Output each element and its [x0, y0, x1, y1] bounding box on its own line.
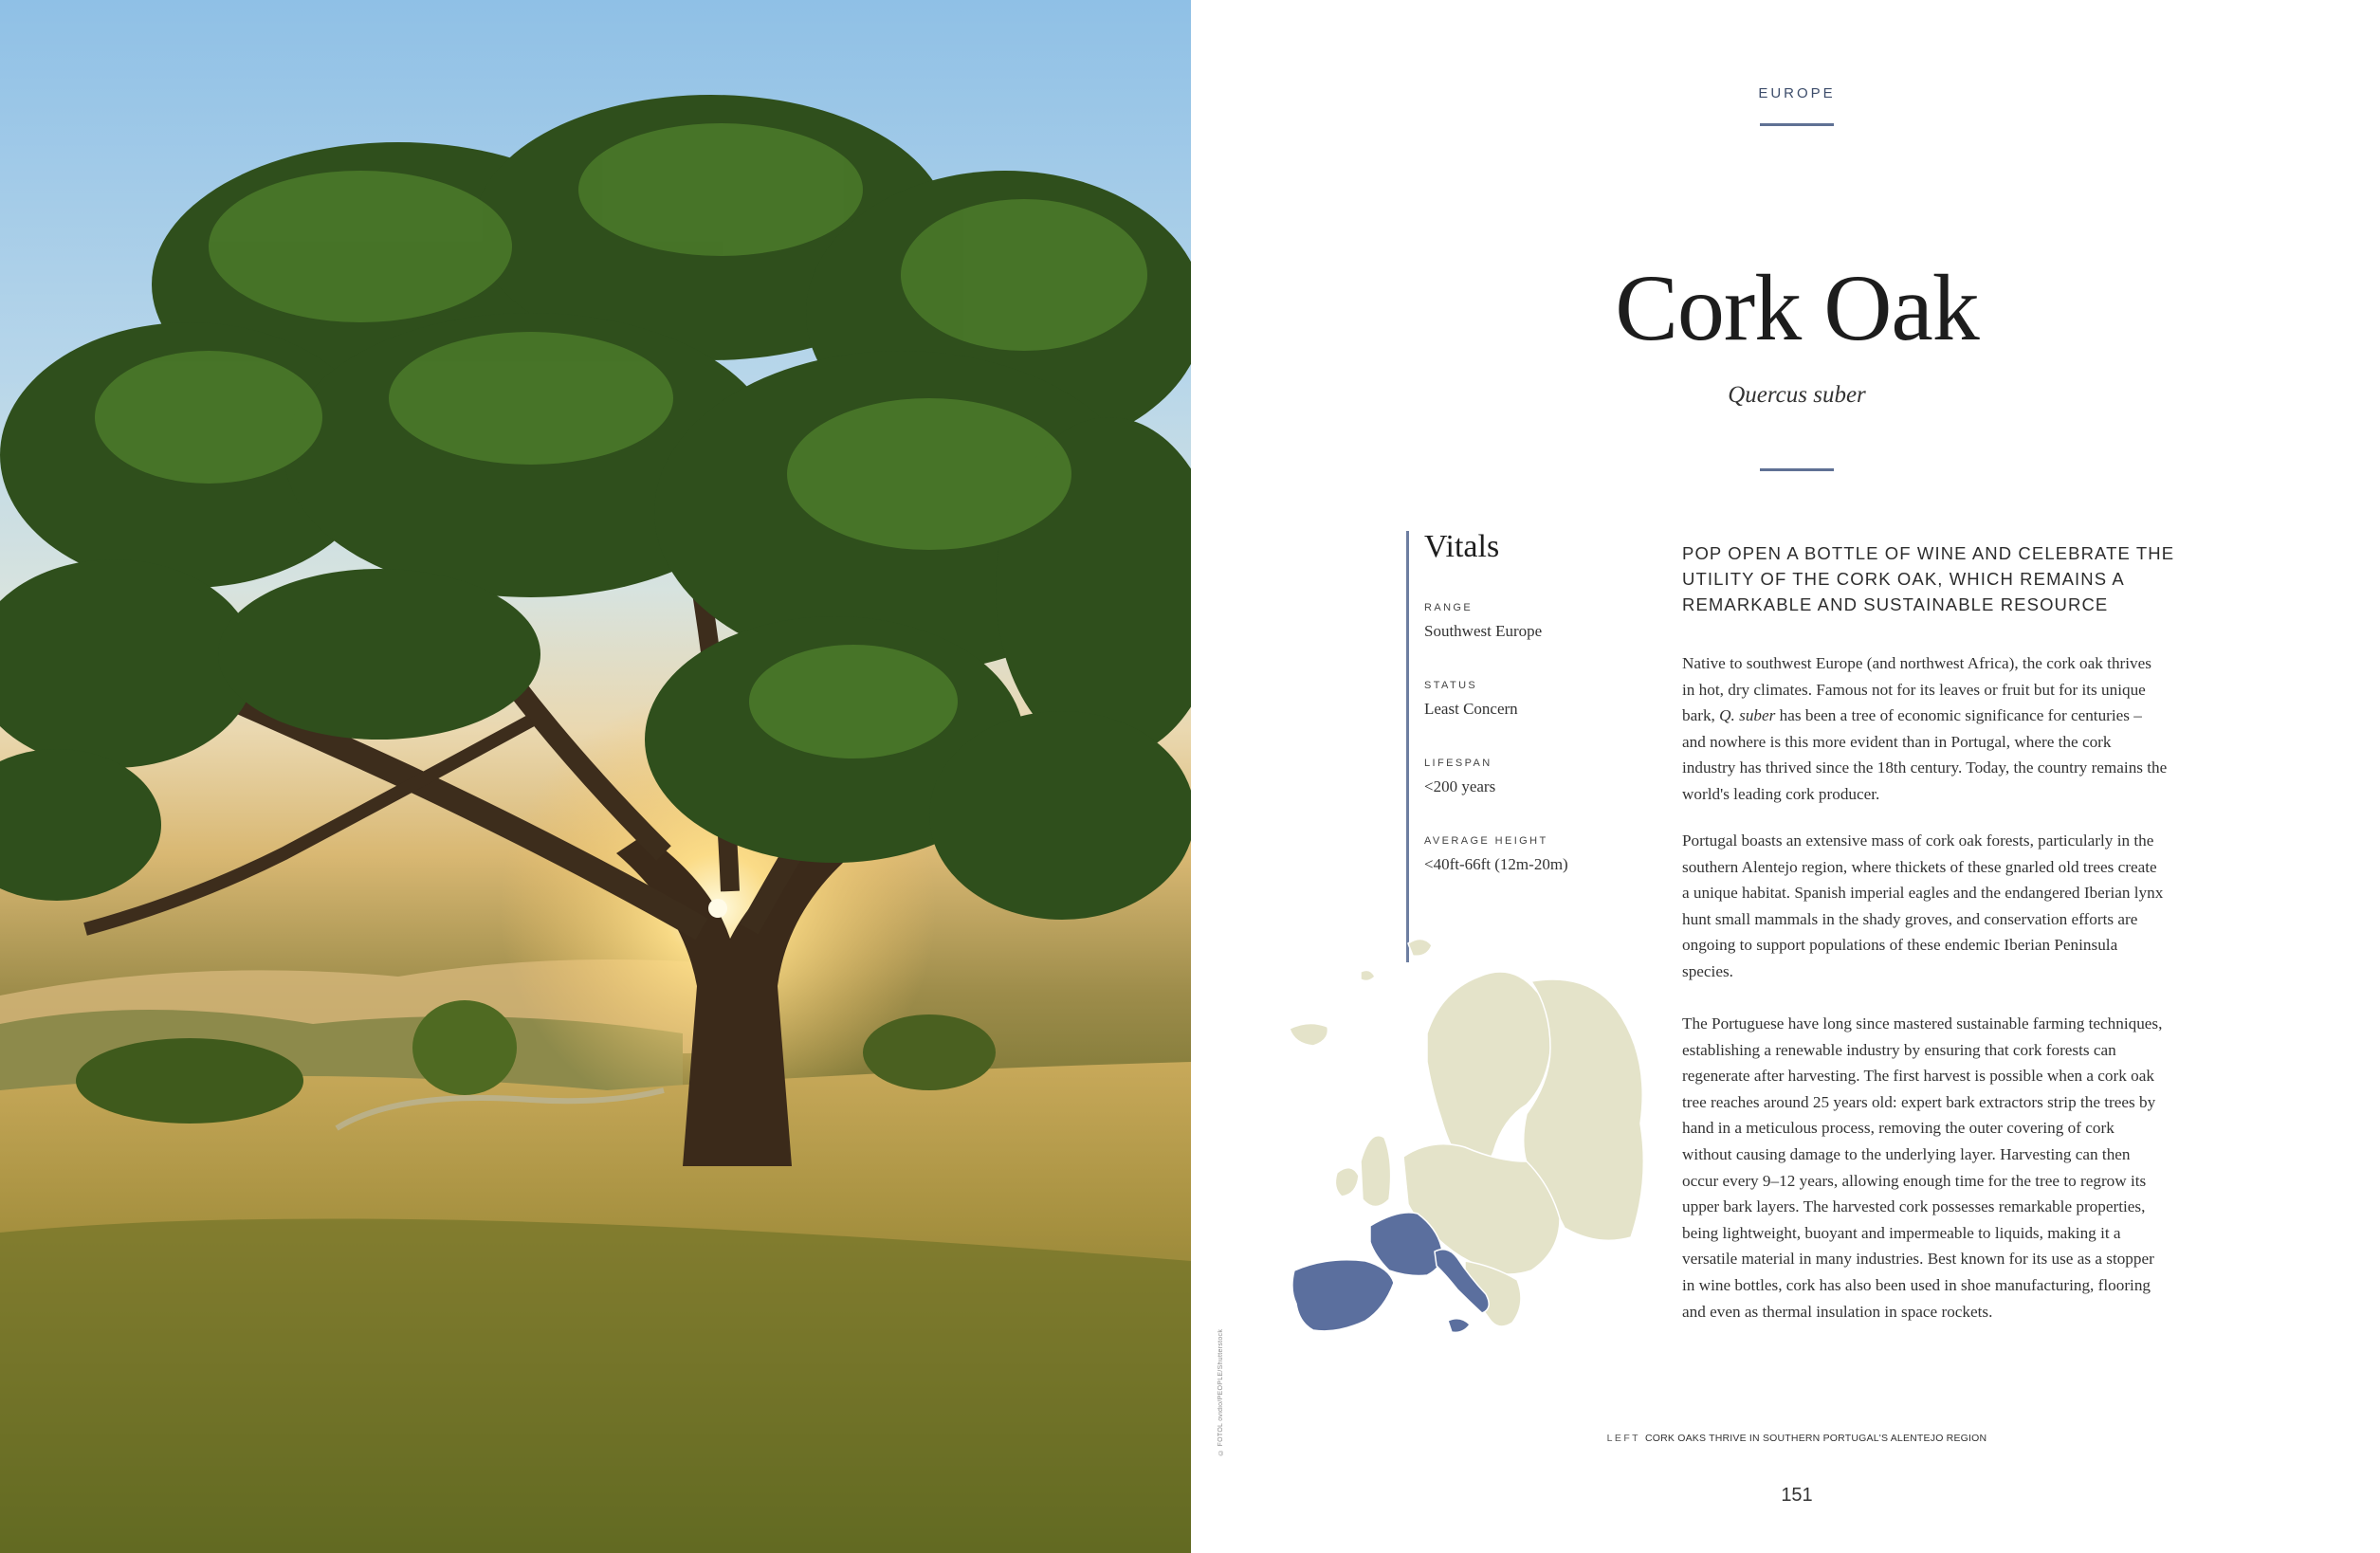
vitals-label-status: STATUS [1424, 680, 1478, 691]
p1-species-italic: Q. suber [1719, 706, 1776, 725]
vitals-label-height: AVERAGE HEIGHT [1424, 835, 1548, 847]
p3-text: The Portuguese have long since mastered sustainable farming techniques, establishing a renewable industry by ensuring that cork forests can regenerate after harvesting. The first harvest is possible when a cork oak tree reaches around 25 years old: expert bark extractors strip the trees by hand in a meticulous process, removing the outer covering of cork without causing damage to the underlying layer. Harvesting can then occur every 9–12 years, allowing enough time for the tree to regrow its upper bark layers. The harvested cork possesses remarkable properties, being lightweight, buoyant and impermeable to liquids, making it a versatile material in many industries. Best known for its use as a stopper in wine bottles, cork has also been used in shoe manufacturing, flooring and even as thermal insulation in space rockets. [1682, 1014, 2163, 1321]
body-paragraph-3 [1682, 1011, 2168, 1325]
p1-text-start: Native to southwest Europe (and northwest Africa), the cork oak thrives in hot, dry climates. Famous not for its leaves or fruit but for its unique bark, [1682, 654, 2151, 725]
p1-text-end: has been a tree of economic significance for centuries – and nowhere is this more evident than in Portugal, where the cork industry has thrived since the 18th century. Today, the country remains the world's leading cork producer. [1682, 706, 2168, 803]
caption-label: LEFT [1606, 1433, 1640, 1444]
page-title: Cork Oak [1615, 255, 1979, 360]
vitals-value-height: <40ft-66ft (12m-20m) [1424, 855, 1568, 873]
p2-text: Portugal boasts an extensive mass of cork oak forests, particularly in the southern Alentejo region, where thickets of these gnarled old trees create a unique habitat. Spanish imperial eagles and the endangered Iberian lynx hunt small mammals in the shady groves, and conservation efforts are ongoing to support populations of these endemic Iberian Peninsula species. [1682, 831, 2164, 980]
vitals-value-status: Least Concern [1424, 700, 1518, 718]
vitals-label-range: RANGE [1424, 602, 1474, 613]
europe-range-map [1275, 924, 1655, 1342]
photo-caption [1555, 1433, 2039, 1444]
body-paragraph-1 [1682, 650, 2168, 808]
photo-credit: © FOTOL ovidio/PEOPLE/Shutterstock [1217, 1328, 1224, 1455]
title-rule [1760, 468, 1834, 471]
vitals-bar [1406, 531, 1409, 962]
caption-text: CORK OAKS THRIVE IN SOUTHERN PORTUGAL'S ALENTEJO REGION [1644, 1433, 1987, 1444]
section-rule [1760, 123, 1834, 126]
vitals-label-lifespan: LIFESPAN [1424, 758, 1492, 769]
vitals-value-range: Southwest Europe [1424, 622, 1543, 640]
section-label: EUROPE [1758, 85, 1836, 101]
body-paragraph-2 [1682, 828, 2168, 985]
vitals-value-lifespan: <200 years [1424, 777, 1496, 795]
lede-text: POP OPEN A BOTTLE OF WINE AND CELEBRATE THE UTILITY OF THE CORK OAK, WHICH REMAINS A REMARKABLE AND SUSTAINABLE RESOURCE [1682, 543, 2175, 614]
page-number: 151 [1781, 1485, 1813, 1506]
latin-name: Quercus suber [1728, 382, 1866, 408]
vitals-heading: Vitals [1424, 529, 1500, 564]
